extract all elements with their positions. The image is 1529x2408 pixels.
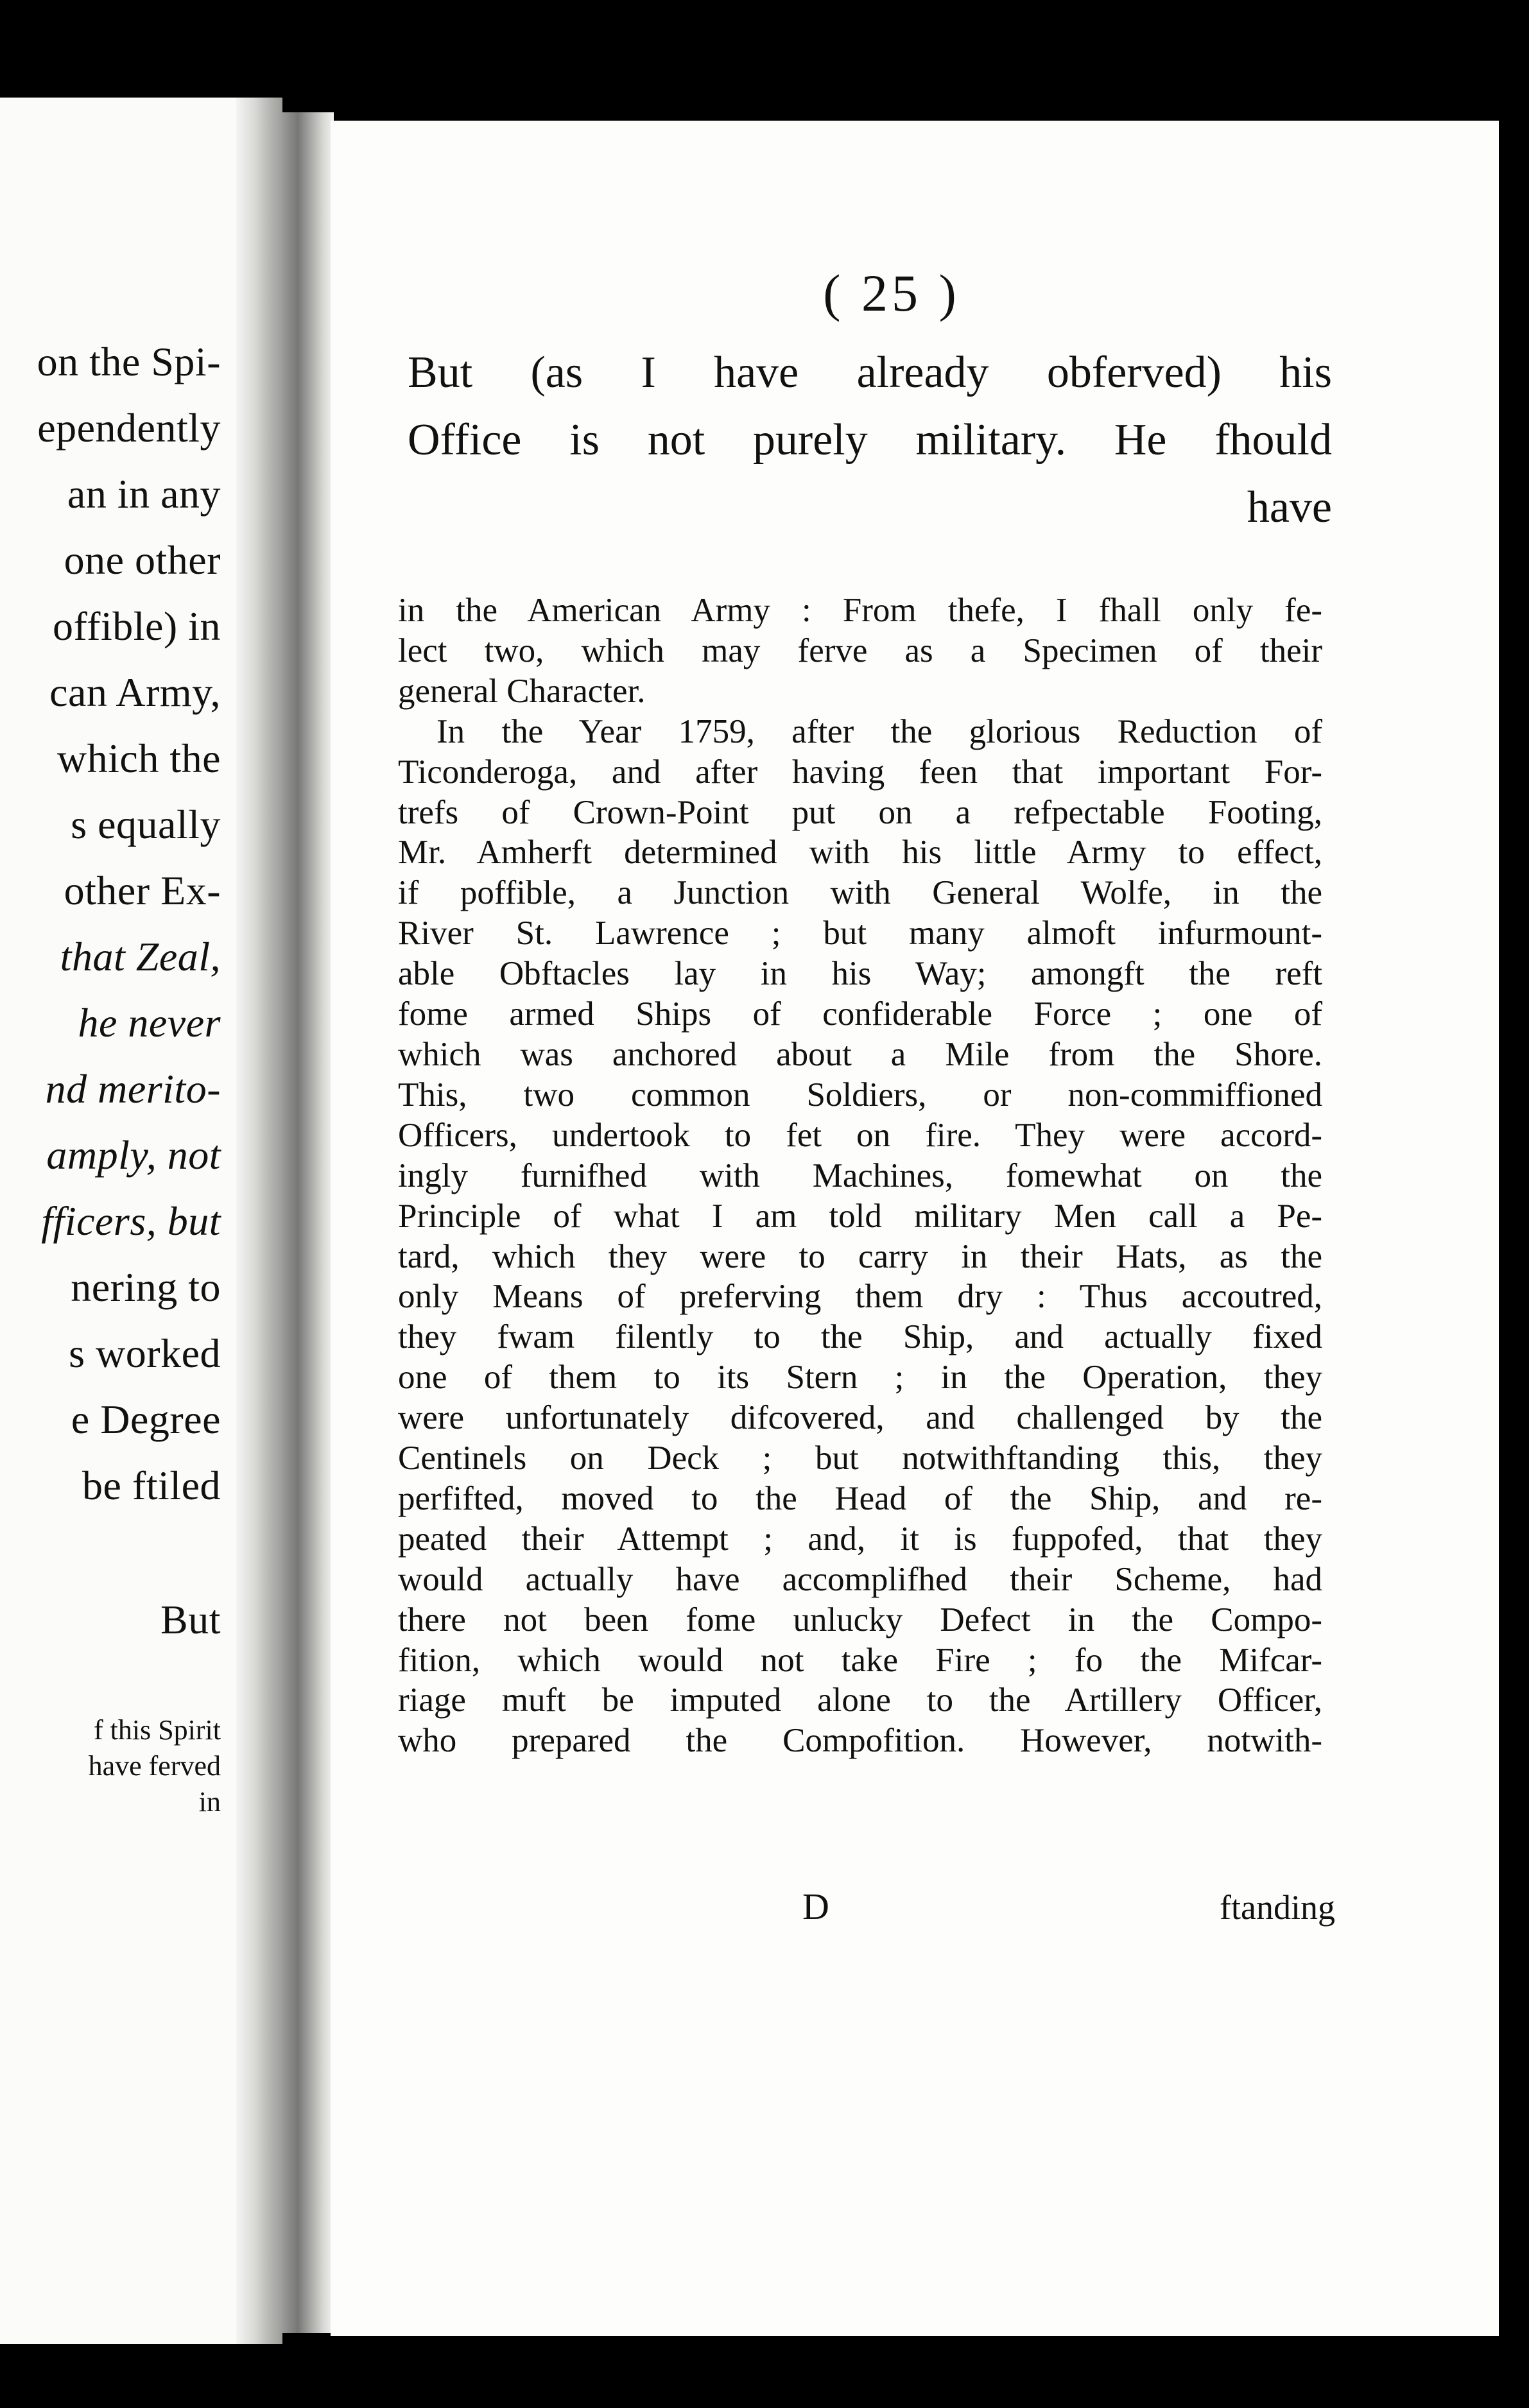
body-text-line: Ticonderoga, and after having feen that important For- [398,753,1322,791]
left-page-line: an in any [67,471,221,517]
left-page-line: e Degree [71,1397,221,1442]
body-text-line: perfifted, moved to the Head of the Ship, and re- [398,1479,1322,1517]
left-page-line: one other [64,537,221,583]
body-text-line: ingly furnifhed with Machines, fomewhat on the [398,1157,1322,1194]
book-gutter-shadow [282,112,334,2333]
body-text-line: lect two, which may ferve as a Specimen of their [398,632,1322,669]
left-page-line: that Zeal, [60,934,221,979]
body-text-line: fition, which would not take Fire ; fo the Mifcar- [398,1641,1322,1679]
body-text-line: able Obftacles lay in his Way; amongft the reft [398,955,1322,993]
body-text-line: who prepared the Compofition. However, notwith- [398,1722,1322,1760]
body-text-line: peated their Attempt ; and, it is fuppofed, that they [398,1520,1322,1558]
left-page-line: which the [56,735,221,781]
upper-line: Office is not purely military. He fhould [408,415,1332,465]
right-page-catchword: ftanding [1220,1888,1335,1927]
body-text-line: Officers, undertook to fet on fire. They were accord- [398,1116,1322,1154]
body-text-line: if poffible, a Junction with General Wolfe, in the [398,874,1322,912]
body-text-line: they fwam filently to the Ship, and actually fixed [398,1318,1322,1356]
left-page-line: on the Spi- [37,339,221,384]
left-page-line: s worked [69,1330,221,1376]
body-text-line: tard, which they were to carry in their Hats, as the [398,1237,1322,1275]
body-text-line: were unfortunately difcovered, and challenged by the [398,1399,1322,1437]
body-text-line: Centinels on Deck ; but notwithftanding this, they [398,1440,1322,1477]
left-page-line: ependently [37,405,221,451]
left-page [0,98,282,2344]
left-page-line: amply, not [46,1132,221,1178]
left-page-line: nd merito- [45,1066,221,1112]
left-page-line: other Ex- [64,868,221,913]
body-text-line: would actually have accomplifhed their Scheme, had [398,1560,1322,1598]
left-page-line: nering to [71,1264,221,1310]
left-page-line: can Army, [49,669,221,715]
body-text-line: trefs of Crown-Point put on a refpectable Footing, [398,793,1322,831]
left-page-line: offible) in [52,603,221,649]
left-page-line: s equally [71,802,221,847]
page-number: ( 25 ) [823,264,960,322]
upper-line: But (as I have already obferved) his [408,348,1332,397]
body-text-line: in the American Army : From thefe, I fhall only fe- [398,592,1322,629]
upper-paragraph [408,339,1332,541]
body-text-line: This, two common Soldiers, or non-commiffioned [398,1076,1322,1114]
signature-mark: D [802,1886,829,1927]
body-text-line: one of them to its Stern ; in the Operation, they [398,1359,1322,1397]
left-page-footnote-line: have ferved [88,1750,221,1782]
left-page-footnote-line: in [198,1786,221,1818]
body-text-line: Principle of what I am told military Men call a Pe- [398,1197,1322,1235]
body-text-line: general Character. [398,672,646,710]
left-page-catchword: But [160,1597,221,1642]
upper-line: have [1247,483,1332,532]
body-text-line: which was anchored about a Mile from the Shore. [398,1035,1322,1073]
body-text-line: riage muft be imputed alone to the Artillery Officer, [398,1681,1322,1719]
body-text-line: there not been fome unlucky Defect in the Compo- [398,1601,1322,1638]
left-page-line: be ftiled [82,1463,221,1508]
left-page-spine-curve [236,98,282,2344]
left-page-line: fficers, but [41,1198,221,1244]
left-page-footnote-line: f this Spirit [93,1714,221,1746]
body-text-line: Mr. Amherft determined with his little Army to effect, [398,834,1322,872]
main-text-body [398,590,1322,1761]
body-text-line: In the Year 1759, after the glorious Reduction of [436,712,1322,750]
body-text-line: only Means of preferving them dry : Thus accoutred, [398,1278,1322,1316]
left-page-line: he never [78,1000,221,1045]
body-text-line: fome armed Ships of confiderable Force ; one of [398,995,1322,1033]
body-text-line: River St. Lawrence ; but many almoft infurmount- [398,915,1322,952]
right-page [331,121,1499,2336]
